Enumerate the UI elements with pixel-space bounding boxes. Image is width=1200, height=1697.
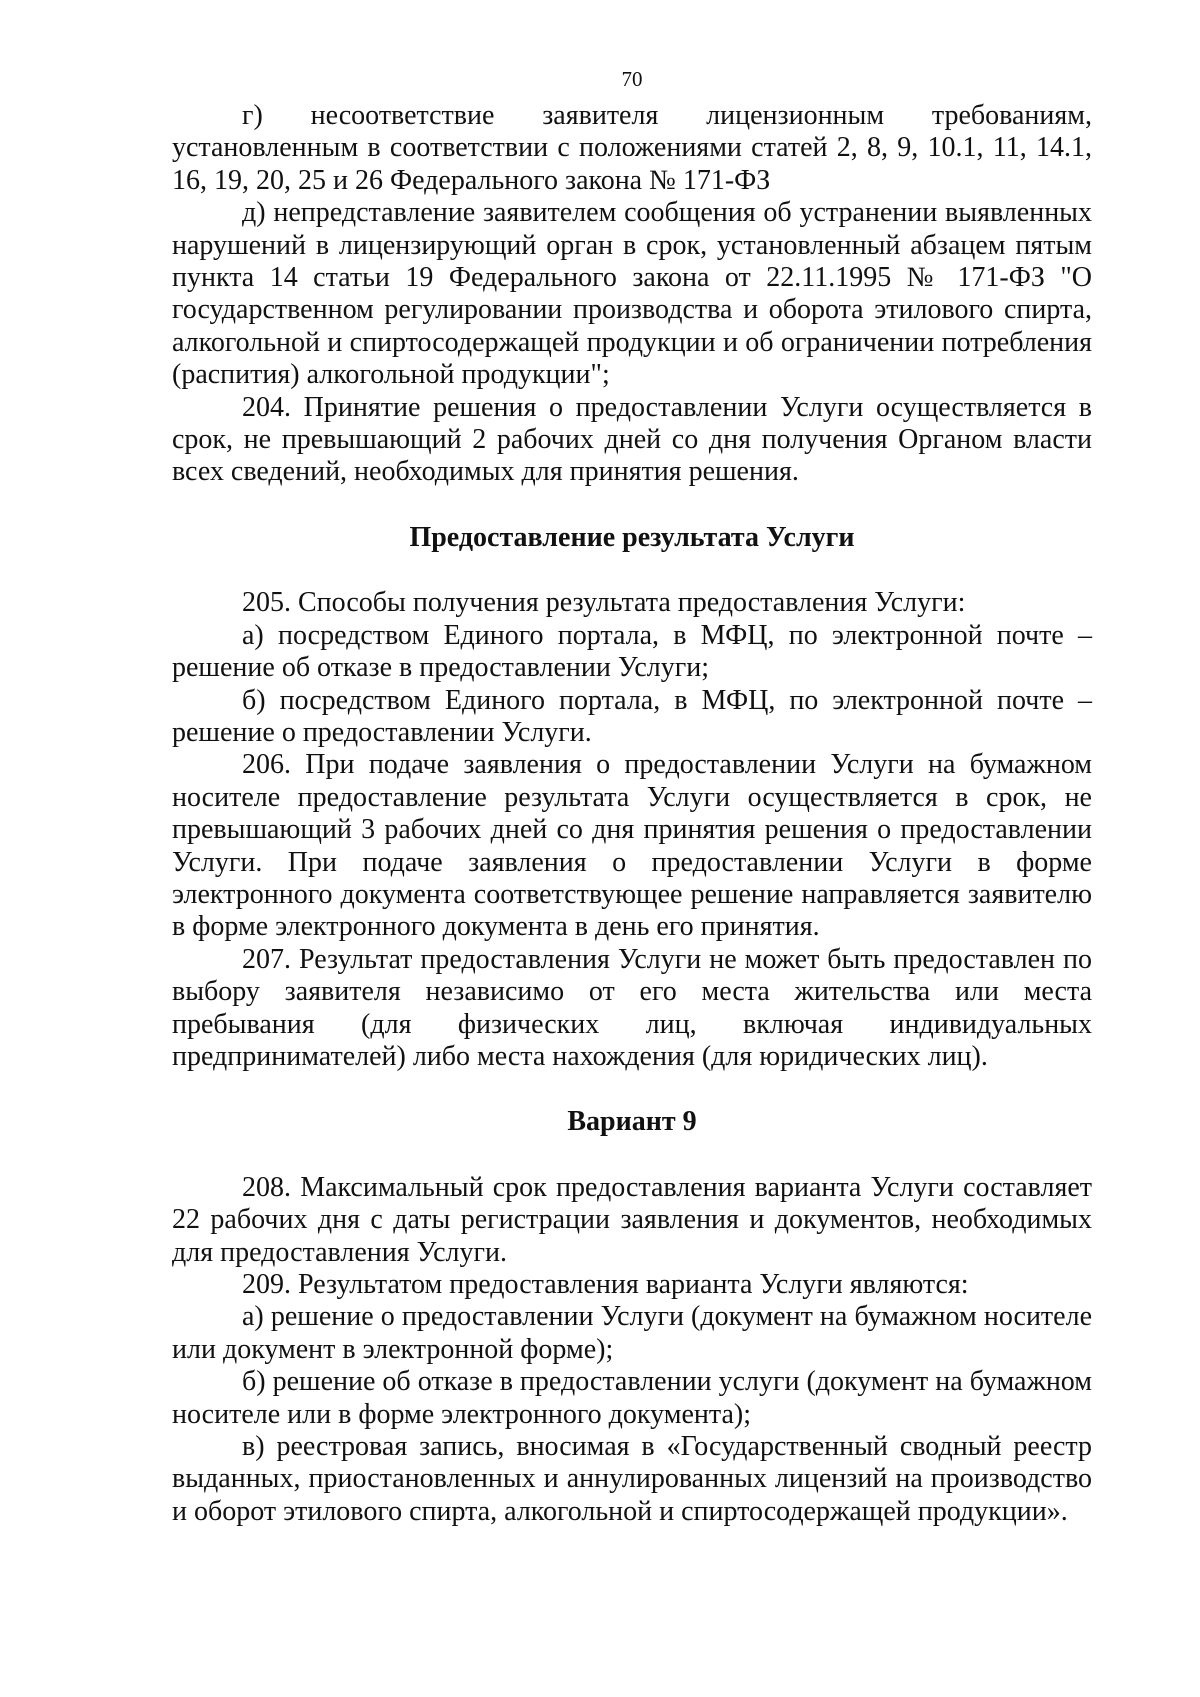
paragraph-item-g: г) несоответствие заявителя лицензионным требованиям, установленным в соответствии с положениями статей 2, 8, 9, 10.1, 11, 14.1, 16, 19, 20, 25 и 26 Федерального закона № 171-ФЗ — [172, 100, 1092, 196]
paragraph-209-b: б) решение об отказе в предоставлении услуги (документ на бумажном носителе или в форме электронного документа); — [172, 1366, 1092, 1430]
paragraph-206: 206. При подаче заявления о предоставлении Услуги на бумажном носителе предоставление результата Услуги осуществляется в срок, не превышающий 3 рабочих дней со дня принятия решения о предоставлении Услуги. При подаче заявления о предоставлении Услуги в форме электронного документа соответствующее решение направляется заявителю в форме электронного документа в день его принятия. — [172, 749, 1092, 943]
paragraph-208: 208. Максимальный срок предоставления варианта Услуги составляет 22 рабочих дня с даты регистрации заявления и документов, необходимых для предоставления Услуги. — [172, 1171, 1092, 1268]
page-number: 70 — [621, 67, 643, 91]
paragraph-209: 209. Результатом предоставления варианта Услуги являются: — [242, 1269, 969, 1300]
paragraph-205: 205. Способы получения результата предоставления Услуги: — [242, 587, 966, 619]
paragraph-209-a: а) решение о предоставлении Услуги (документ на бумажном носителе или документ в электронной форме); — [172, 1301, 1092, 1365]
paragraph-205-b: б) посредством Единого портала, в МФЦ, по электронной почте – решение о предоставлении Услуги. — [172, 684, 1092, 748]
section-heading-result: Предоставление результата Услуги — [409, 521, 855, 553]
paragraph-209-v: в) реестровая запись, вносимая в «Государственный сводный реестр выданных, приостановленных и аннулированных лицензий на производство и оборот этилового спирта, алкогольной и спиртосодержащей продукции». — [172, 1431, 1092, 1527]
section-heading-variant-9: Вариант 9 — [567, 1106, 697, 1138]
document-page — [172, 66, 1092, 1528]
paragraph-207: 207. Результат предоставления Услуги не может быть предоставлен по выбору заявителя независимо от его места жительства или места пребывания (для физических лиц, включая индивидуальных предпринимателей) либо места нахождения (для юридических лиц). — [172, 943, 1092, 1072]
paragraph-item-d: д) непредставление заявителем сообщения об устранении выявленных нарушений в лицензирующий орган в срок, установленный абзацем пятым пункта 14 статьи 19 Федерального закона от 22.11.1995 № 171-ФЗ "О государственном регулировании производства и оборота этилового спирта, алкогольной и спиртосодержащей продукции и об ограничении потребления (распития) алкогольной продукции"; — [172, 197, 1092, 391]
paragraph-204: 204. Принятие решения о предоставлении Услуги осуществляется в срок, не превышающий 2 рабочих дней со дня получения Органом власти всех сведений, необходимых для принятия решения. — [172, 391, 1092, 488]
paragraph-205-a: а) посредством Единого портала, в МФЦ, по электронной почте – решение об отказе в предоставлении Услуги; — [172, 619, 1092, 684]
